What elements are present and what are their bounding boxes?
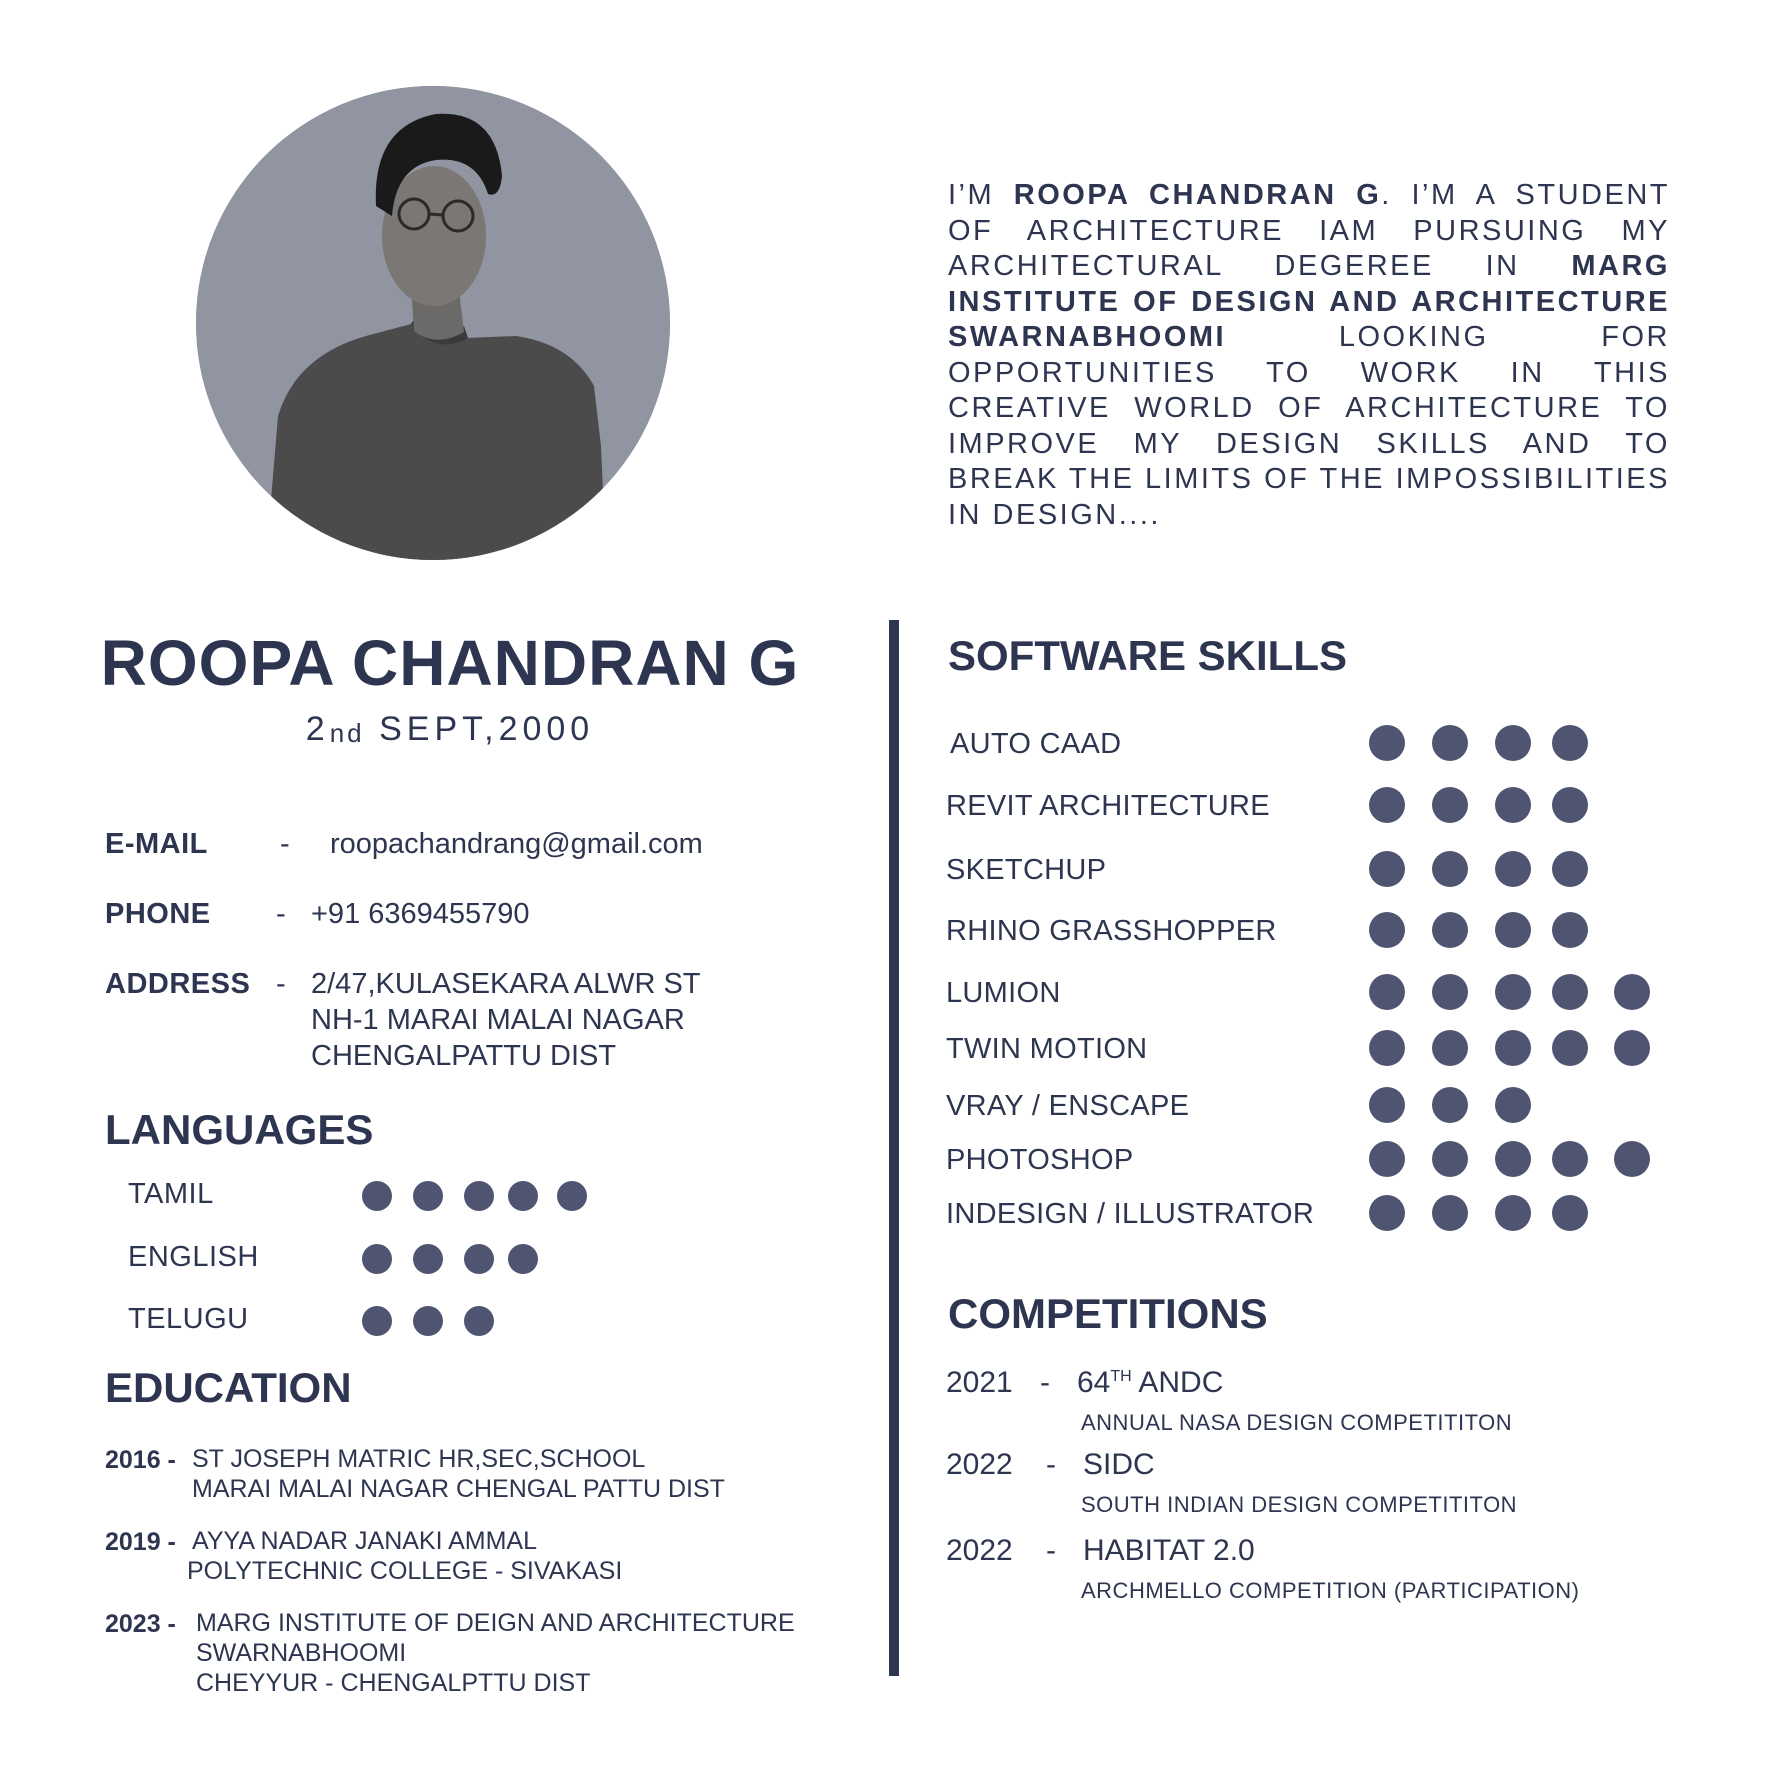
profile-photo	[196, 86, 670, 560]
proficiency-dot	[1495, 1141, 1531, 1177]
software-skill-label: TWIN MOTION	[946, 1033, 1148, 1065]
competition-subtitle: SOUTH INDIAN DESIGN COMPETITITON	[1081, 1492, 1518, 1517]
education-line: AYYA NADAR JANAKI AMMAL	[192, 1527, 538, 1555]
dob-suffix: nd	[329, 718, 365, 748]
education-line: SWARNABHOOMI	[196, 1639, 407, 1667]
proficiency-dot	[1432, 851, 1468, 887]
proficiency-dot	[413, 1306, 443, 1336]
proficiency-dot	[362, 1181, 392, 1211]
competition-subtitle: ANNUAL NASA DESIGN COMPETITITON	[1081, 1410, 1513, 1435]
bio-paragraph	[948, 178, 1670, 533]
competition-title: HABITAT 2.0	[1083, 1534, 1255, 1567]
proficiency-dot	[1432, 1141, 1468, 1177]
education-entry	[192, 1444, 725, 1504]
column-divider	[889, 620, 899, 1676]
software-skills-title: SOFTWARE SKILLS	[948, 632, 1347, 679]
address-dash: -	[276, 968, 286, 1000]
competition-year: 2022	[946, 1448, 1013, 1481]
proficiency-dot	[1495, 1087, 1531, 1123]
software-skill-label: INDESIGN / ILLUSTRATOR	[946, 1198, 1315, 1230]
proficiency-dot	[1552, 1030, 1588, 1066]
competition-year: 2022	[946, 1534, 1013, 1567]
software-skill-label: REVIT ARCHITECTURE	[946, 790, 1270, 822]
bio-text: LOOKING FOR OPPORTUNITIES TO WORK IN THIS CREATIVE WORLD OF ARCHITECTURE TO IMPROVE MY DESIGN SKILLS AND TO BREAK THE LIMITS OF THE IMPOSSIBILITIES IN DESIGN....	[948, 321, 1670, 531]
proficiency-dot	[362, 1244, 392, 1274]
proficiency-dot	[1552, 851, 1588, 887]
proficiency-dot	[1369, 1141, 1405, 1177]
proficiency-dot	[508, 1181, 538, 1211]
education-year: 2019 -	[105, 1528, 176, 1556]
proficiency-dot	[1614, 1030, 1650, 1066]
competition-dash: -	[1046, 1534, 1056, 1567]
proficiency-dot	[1432, 725, 1468, 761]
proficiency-dot	[1432, 974, 1468, 1010]
proficiency-dot	[1369, 1195, 1405, 1231]
software-skill-label: SKETCHUP	[946, 854, 1107, 886]
bio-institute: MARG INSTITUTE OF DESIGN AND ARCHITECTURE SWARNABHOOMI	[948, 250, 1670, 353]
proficiency-dot	[1495, 725, 1531, 761]
education-line: MARAI MALAI NAGAR CHENGAL PATTU DIST	[192, 1475, 725, 1503]
address-line: NH-1 MARAI MALAI NAGAR	[311, 1004, 685, 1036]
language-label: TAMIL	[128, 1178, 214, 1210]
competition-subtitle: ARCHMELLO COMPETITION (PARTICIPATION)	[1081, 1578, 1580, 1603]
bio-name: ROOPA CHANDRAN G	[1013, 179, 1382, 211]
language-label: TELUGU	[128, 1303, 249, 1335]
date-of-birth	[60, 710, 840, 749]
proficiency-dot	[1432, 1087, 1468, 1123]
software-skill-label: LUMION	[946, 977, 1061, 1009]
proficiency-dot	[557, 1181, 587, 1211]
education-entry	[196, 1608, 795, 1698]
competition-title-text: 64	[1077, 1366, 1111, 1399]
education-line: MARG INSTITUTE OF DEIGN AND ARCHITECTURE	[196, 1609, 795, 1637]
education-line: POLYTECHNIC COLLEGE - SIVAKASI	[187, 1557, 623, 1585]
proficiency-dot	[1369, 974, 1405, 1010]
phone-dash: -	[276, 898, 286, 930]
proficiency-dot	[1432, 1030, 1468, 1066]
email-dash: -	[280, 828, 290, 860]
proficiency-dot	[1552, 787, 1588, 823]
address-label: ADDRESS	[105, 968, 251, 1000]
proficiency-dot	[1369, 1087, 1405, 1123]
email-value[interactable]: roopachandrang@gmail.com	[330, 828, 703, 860]
proficiency-dot	[1432, 1195, 1468, 1231]
education-year: 2023 -	[105, 1610, 176, 1638]
dob-day: 2	[305, 710, 330, 748]
education-line: CHEYYUR - CHENGALPTTU DIST	[196, 1669, 591, 1697]
proficiency-dot	[1369, 725, 1405, 761]
competition-title-sup: TH	[1110, 1368, 1132, 1385]
competition-year: 2021	[946, 1366, 1013, 1399]
proficiency-dot	[508, 1244, 538, 1274]
competition-title	[1077, 1366, 1223, 1400]
proficiency-dot	[464, 1181, 494, 1211]
competition-dash: -	[1046, 1448, 1056, 1481]
candidate-name: ROOPA CHANDRAN G	[100, 627, 800, 699]
bio-text: . I’M A STUDENT OF ARCHITECTURE IAM PURSUING MY ARCHITECTURAL DEGEREE IN	[948, 179, 1670, 282]
education-year: 2016 -	[105, 1446, 176, 1474]
proficiency-dot	[1369, 851, 1405, 887]
languages-title: LANGUAGES	[105, 1106, 374, 1153]
proficiency-dot	[464, 1244, 494, 1274]
proficiency-dot	[1432, 912, 1468, 948]
education-title: EDUCATION	[105, 1364, 352, 1411]
proficiency-dot	[1552, 974, 1588, 1010]
proficiency-dot	[413, 1181, 443, 1211]
proficiency-dot	[1495, 912, 1531, 948]
software-skill-label: VRAY / ENSCAPE	[946, 1090, 1190, 1122]
proficiency-dot	[1552, 725, 1588, 761]
proficiency-dot	[1552, 912, 1588, 948]
proficiency-dot	[1495, 1030, 1531, 1066]
bio-text: I’M	[948, 179, 1014, 211]
language-label: ENGLISH	[128, 1241, 259, 1273]
proficiency-dot	[413, 1244, 443, 1274]
proficiency-dot	[1552, 1141, 1588, 1177]
address-line: 2/47,KULASEKARA ALWR ST	[311, 968, 701, 1000]
phone-value[interactable]: +91 6369455790	[311, 898, 530, 930]
proficiency-dot	[1369, 912, 1405, 948]
proficiency-dot	[1495, 1195, 1531, 1231]
proficiency-dot	[1432, 787, 1468, 823]
proficiency-dot	[464, 1306, 494, 1336]
proficiency-dot	[1369, 787, 1405, 823]
competition-title: SIDC	[1083, 1448, 1155, 1481]
proficiency-dot	[1495, 851, 1531, 887]
email-label: E-MAIL	[105, 828, 208, 860]
software-skill-label: AUTO CAAD	[950, 728, 1122, 760]
phone-label: PHONE	[105, 898, 211, 930]
proficiency-dot	[1614, 1141, 1650, 1177]
competition-dash: -	[1040, 1366, 1050, 1399]
competitions-title: COMPETITIONS	[948, 1290, 1268, 1337]
address-value	[311, 966, 701, 1074]
proficiency-dot	[1552, 1195, 1588, 1231]
education-entry	[187, 1526, 623, 1586]
proficiency-dot	[1369, 1030, 1405, 1066]
competition-title-rest: ANDC	[1131, 1366, 1224, 1399]
proficiency-dot	[1495, 787, 1531, 823]
software-skill-label: PHOTOSHOP	[946, 1144, 1134, 1176]
address-line: CHENGALPATTU DIST	[311, 1040, 617, 1072]
proficiency-dot	[362, 1306, 392, 1336]
software-skill-label: RHINO GRASSHOPPER	[946, 915, 1277, 947]
proficiency-dot	[1614, 974, 1650, 1010]
education-line: ST JOSEPH MATRIC HR,SEC,SCHOOL	[192, 1445, 646, 1473]
dob-rest: SEPT,2000	[364, 710, 595, 748]
proficiency-dot	[1495, 974, 1531, 1010]
person-portrait-icon	[196, 86, 670, 560]
